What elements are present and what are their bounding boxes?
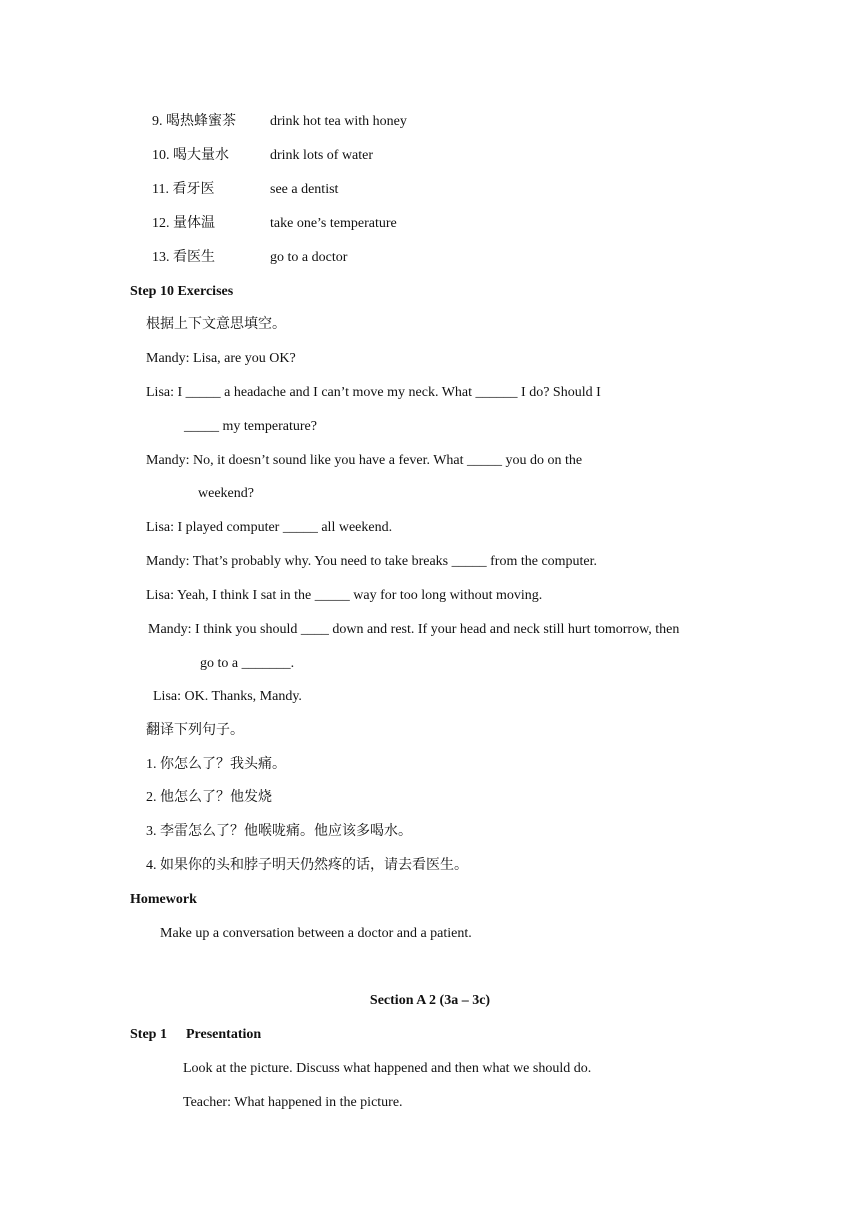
vocab-english: drink hot tea with honey xyxy=(270,114,407,129)
vocab-english: see a dentist xyxy=(270,182,339,197)
translate-sentence: 1. 你怎么了？我头痛。 xyxy=(146,757,286,772)
homework-text: Make up a conversation between a doctor and a patient. xyxy=(160,926,472,941)
step1-label: Step 1 xyxy=(130,1027,167,1042)
dialogue-line: Mandy: I think you should ____ down and rest. If your head and neck still hurt tomorrow, then xyxy=(148,622,680,637)
dialogue-line: Lisa: Yeah, I think I sat in the _____ way for too long without moving. xyxy=(146,588,543,603)
vocab-chinese: 10. 喝大量水 xyxy=(152,148,229,163)
translate-instruction: 翻译下列句子。 xyxy=(146,723,244,738)
vocab-english: go to a doctor xyxy=(270,250,348,265)
dialogue-line: Lisa: I played computer _____ all weekend. xyxy=(146,520,393,535)
step10-heading: Step 10 Exercises xyxy=(130,284,234,299)
dialogue-line: Mandy: That’s probably why. You need to take breaks _____ from the computer. xyxy=(146,554,598,569)
dialogue-line: Lisa: OK. Thanks, Mandy. xyxy=(153,689,302,704)
dialogue-line: weekend? xyxy=(198,486,254,501)
section-title: Section A 2 (3a – 3c) xyxy=(369,993,491,1008)
dialogue-line: Lisa: I _____ a headache and I can’t move my neck. What ______ I do? Should I xyxy=(146,385,601,400)
dialogue-line: Mandy: No, it doesn’t sound like you have a fever. What _____ you do on the xyxy=(146,453,583,468)
dialogue-line: Mandy: Lisa, are you OK? xyxy=(146,351,296,366)
dialogue-line: _____ my temperature? xyxy=(184,419,317,434)
vocab-chinese: 13. 看医生 xyxy=(152,250,215,265)
vocab-english: drink lots of water xyxy=(270,148,374,163)
step1-title: Presentation xyxy=(186,1027,262,1042)
section-line: Look at the picture. Discuss what happened and then what we should do. xyxy=(183,1061,592,1076)
vocab-english: take one’s temperature xyxy=(270,216,397,231)
translate-sentence: 3. 李雷怎么了？他喉咙痛。他应该多喝水。 xyxy=(146,824,412,839)
vocab-chinese: 12. 量体温 xyxy=(152,216,215,231)
fill-instruction: 根据上下文意思填空。 xyxy=(146,317,286,332)
section-line: Teacher: What happened in the picture. xyxy=(183,1095,403,1110)
translate-sentence: 2. 他怎么了？他发烧 xyxy=(146,790,272,805)
vocab-chinese: 9. 喝热蜂蜜茶 xyxy=(152,114,236,129)
homework-heading: Homework xyxy=(130,892,197,907)
vocab-chinese: 11. 看牙医 xyxy=(152,182,215,197)
translate-sentence: 4. 如果你的头和脖子明天仍然疼的话，请去看医生。 xyxy=(146,858,468,873)
dialogue-line: go to a _______. xyxy=(200,656,295,671)
